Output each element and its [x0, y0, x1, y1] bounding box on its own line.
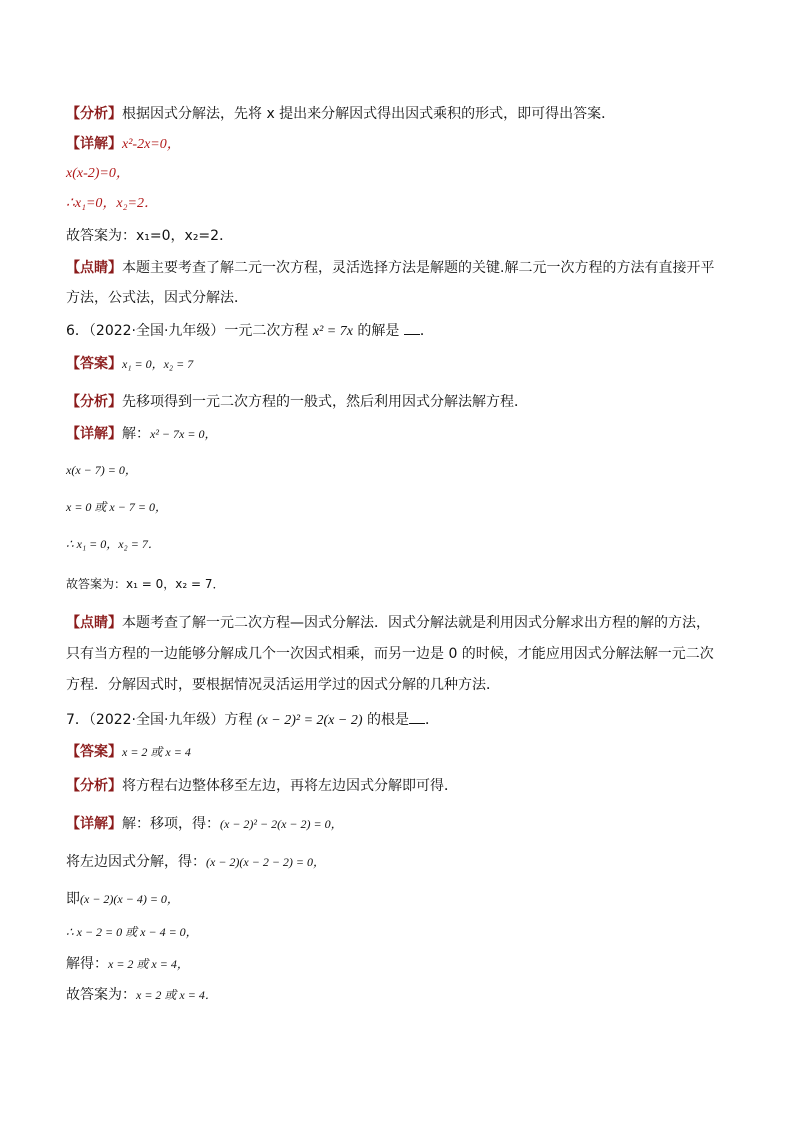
q6-detail-line: [66, 424, 216, 444]
q7-simplified-prefix: 即: [66, 891, 80, 907]
q7-analysis-line: [66, 776, 458, 796]
q6-final-text: 故答案为：x₁ = 0，x₂ = 7．: [66, 577, 225, 591]
q7-analysis-text: 将方程右边整体移至左边，再将左边因式分解即可得．: [122, 778, 458, 794]
q7-factor-eq: (x − 2)(x − 2 − 2) = 0，: [206, 855, 326, 869]
q7-factor-line: [66, 852, 325, 872]
q6-detail-eq4: ∴ x₁ = 0，x₂ = 7．: [66, 537, 160, 551]
q5-comment-line1: [66, 258, 714, 278]
comment-tag: 【点睛】: [66, 260, 122, 276]
detail-tag: 【详解】: [66, 136, 122, 152]
answer-blank: [404, 322, 420, 335]
q5-detail-line: [66, 134, 181, 155]
answer-tag: 【答案】: [66, 744, 122, 760]
q7-simplified-eq: (x − 2)(x − 4) = 0，: [80, 892, 179, 906]
q6-stem: [66, 321, 434, 342]
q5-comment-text1: 本题主要考查了解二元一次方程，灵活选择方法是解题的关键.解二元一次方程的方法有直接开平: [122, 260, 715, 276]
q7-final-prefix: 故答案为：: [66, 987, 136, 1003]
q5-analysis-text: 根据因式分解法，先将 x 提出来分解因式得出因式乘积的形式，即可得出答案．: [122, 106, 616, 122]
analysis-tag: 【分析】: [66, 778, 122, 794]
q5-final-answer: [66, 226, 233, 246]
q7-answer-line: [66, 742, 191, 762]
q6-comment-text1: 本题考查了解一元二次方程—因式分解法．因式分解法就是利用因式分解求出方程的解的方法，: [122, 615, 710, 631]
q5-comment-line2: 方法，公式法，因式分解法．: [66, 290, 248, 306]
q7-final-eq: x = 2 或 x = 4．: [136, 988, 217, 1002]
q6-analysis-text: 先移项得到一元二次方程的一般式，然后利用因式分解法解方程．: [122, 394, 528, 410]
q6-comment-line2: 只有当方程的一边能够分解成几个一次因式相乘，而另一边是 0 的时候，才能应用因式分解法解一元二次: [66, 646, 714, 662]
q7-detail-line: [66, 814, 343, 834]
q7-cases-line: ∴ x − 2 = 0 或 x − 4 = 0，: [66, 925, 198, 939]
q6-stem-end: ．: [419, 323, 434, 339]
q6-answer-text: x₁ = 0，x₂ = 7: [122, 357, 194, 371]
q5-detail-eq3: ∴x₁=0，x₂=2．: [66, 196, 158, 211]
q6-final-answer: [66, 574, 224, 594]
q6-comment-line1: [66, 613, 710, 633]
comment-tag: 【点睛】: [66, 615, 122, 631]
q6-detail-eq3: x = 0 或 x − 7 = 0，: [66, 500, 167, 514]
q6-detail-eq2: x(x − 7) = 0，: [66, 463, 137, 477]
q7-answer-text: x = 2 或 x = 4: [122, 745, 191, 759]
q6-comment-line3: 方程．分解因式时，要根据情况灵活运用学过的因式分解的几种方法．: [66, 677, 500, 693]
q5-detail-eq1: x²-2x=0，: [122, 137, 181, 152]
q6-answer-line: [66, 354, 193, 374]
detail-tag: 【详解】: [66, 426, 122, 442]
q7-solve-prefix: 解得：: [66, 956, 108, 972]
q7-simplified-line: [66, 889, 179, 909]
detail-tag: 【详解】: [66, 816, 122, 832]
q7-final-answer: [66, 985, 217, 1005]
q7-detail-prefix: 解：移项，得：: [122, 816, 220, 832]
q6-stem-suffix: 的解是: [357, 323, 400, 339]
q7-solve-line: [66, 954, 189, 974]
q6-detail-prefix: 解：: [122, 426, 150, 442]
q7-stem-prefix: 7．（2022·全国·九年级）方程: [66, 712, 253, 728]
q6-stem-prefix: 6．（2022·全国·九年级）一元二次方程: [66, 323, 309, 339]
q7-solve-eq: x = 2 或 x = 4，: [108, 957, 189, 971]
q7-factor-prefix: 将左边因式分解，得：: [66, 854, 206, 870]
answer-tag: 【答案】: [66, 356, 122, 372]
q6-detail-eq1: x² − 7x = 0，: [150, 427, 217, 441]
q7-detail-eq1: (x − 2)² − 2(x − 2) = 0，: [220, 817, 343, 831]
q7-stem-end: ．: [424, 712, 439, 728]
q5-analysis-line: [66, 104, 615, 124]
q6-analysis-line: [66, 392, 528, 412]
q7-stem-equation: (x − 2)² = 2(x − 2): [256, 713, 363, 728]
q6-stem-equation: x² = 7x: [312, 324, 353, 339]
analysis-tag: 【分析】: [66, 394, 122, 410]
answer-blank: [409, 711, 425, 724]
q5-final-text: 故答案为：x₁=0，x₂=2．: [66, 228, 234, 244]
q5-detail-eq2: x(x-2)=0，: [66, 166, 130, 181]
analysis-tag: 【分析】: [66, 106, 122, 122]
q7-stem-suffix: 的根是: [366, 712, 409, 728]
q7-stem: [66, 710, 439, 731]
